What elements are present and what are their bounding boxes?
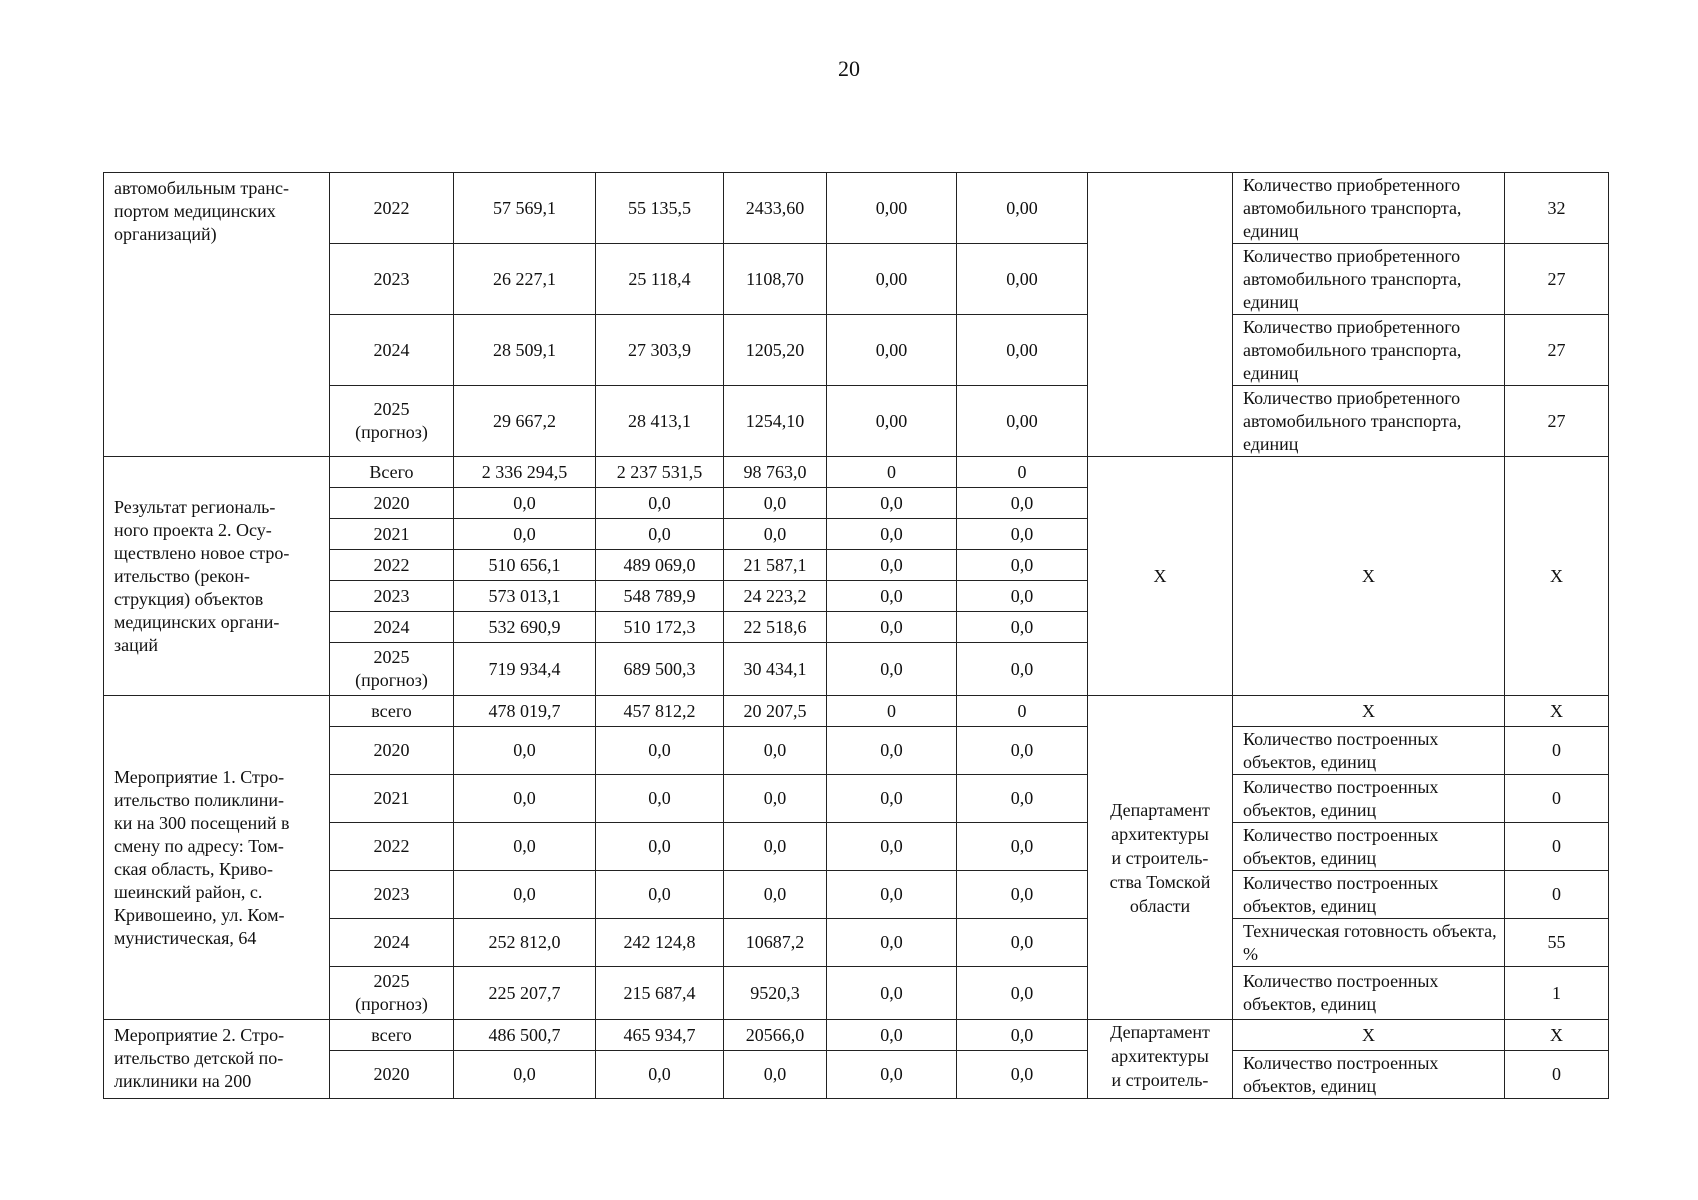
- year-label: 2022: [373, 197, 410, 218]
- indicator-cell: Х: [1233, 1020, 1505, 1051]
- indicator-cell: Х: [1233, 457, 1505, 696]
- funding-other-cell: 0,0: [957, 727, 1088, 775]
- funding-regional-cell: 20566,0: [724, 1020, 827, 1051]
- funding-federal-cell: 510 172,3: [596, 612, 724, 643]
- year-cell: [330, 519, 454, 550]
- table-row: [104, 457, 1609, 488]
- funding-other-cell: 0,0: [957, 967, 1088, 1020]
- indicator-value-cell: 0: [1505, 823, 1609, 871]
- text-line: ки на 300 посещений в: [114, 812, 290, 833]
- text-line: Результат региональ-: [114, 496, 276, 517]
- funding-local-cell: 0,0: [827, 643, 957, 696]
- text-line: Мероприятие 1. Стро-: [114, 766, 285, 787]
- year-cell: [330, 775, 454, 823]
- table-row: [104, 1051, 1609, 1099]
- indicator-value-cell: 55: [1505, 919, 1609, 967]
- funding-federal-cell: 0,0: [596, 871, 724, 919]
- funding-local-cell: 0,0: [827, 550, 957, 581]
- year-label: 2024: [373, 339, 410, 360]
- funding-total-cell: 2 336 294,5: [454, 457, 596, 488]
- text-line: шеинский район, с.: [114, 881, 263, 902]
- table-row: [104, 919, 1609, 967]
- table-row: [104, 775, 1609, 823]
- funding-local-cell: 0,00: [827, 315, 957, 386]
- text-line: Департамент: [1110, 799, 1210, 820]
- funding-other-cell: 0,0: [957, 871, 1088, 919]
- funding-federal-cell: 215 687,4: [596, 967, 724, 1020]
- table-row: [104, 386, 1609, 457]
- funding-local-cell: 0,0: [827, 1051, 957, 1099]
- year-cell: [330, 488, 454, 519]
- funding-total-cell: 0,0: [454, 775, 596, 823]
- indicator-cell: Количество приобретенного автомобильного транспорта, единиц: [1233, 244, 1505, 315]
- text-line: автомобильным транс-: [114, 178, 290, 198]
- funding-total-cell: 0,0: [454, 1051, 596, 1099]
- funding-local-cell: 0,0: [827, 871, 957, 919]
- funding-local-cell: 0: [827, 457, 957, 488]
- text-line: и строитель-: [1111, 1070, 1209, 1090]
- funding-total-cell: 29 667,2: [454, 386, 596, 457]
- year-cell: [330, 1051, 454, 1099]
- text-line: ства Томской: [1109, 871, 1211, 892]
- indicator-value-cell: 27: [1505, 315, 1609, 386]
- funding-federal-cell: 465 934,7: [596, 1020, 724, 1051]
- year-label: 2025: [373, 971, 410, 991]
- funding-other-cell: 0,0: [957, 1051, 1088, 1099]
- responsible-executor: [1088, 173, 1233, 457]
- indicator-cell: Количество построенных объектов, единиц: [1233, 823, 1505, 871]
- funding-local-cell: 0,0: [827, 581, 957, 612]
- year-note: (прогноз): [355, 670, 428, 690]
- table-row: [104, 1020, 1609, 1051]
- text-line: смену по адресу: Том-: [114, 835, 284, 856]
- funding-federal-cell: 0,0: [596, 775, 724, 823]
- year-label: всего: [371, 1024, 412, 1045]
- text-line: заций: [114, 634, 158, 655]
- funding-total-cell: 28 509,1: [454, 315, 596, 386]
- indicator-value-cell: 1: [1505, 967, 1609, 1020]
- indicator-value-cell: 0: [1505, 775, 1609, 823]
- year-label: 2023: [373, 268, 410, 289]
- funding-regional-cell: 30 434,1: [724, 643, 827, 696]
- funding-other-cell: 0,0: [957, 823, 1088, 871]
- indicator-cell: Количество приобретенного автомобильного транспорта, единиц: [1233, 315, 1505, 386]
- funding-other-cell: 0,0: [957, 612, 1088, 643]
- funding-other-cell: 0,00: [957, 244, 1088, 315]
- text-line: архитектуры: [1111, 823, 1209, 844]
- table-row: [104, 823, 1609, 871]
- funding-federal-cell: 0,0: [596, 488, 724, 519]
- indicator-cell: Х: [1233, 696, 1505, 727]
- year-cell: [330, 696, 454, 727]
- year-label: 2024: [373, 932, 410, 952]
- funding-other-cell: 0,0: [957, 488, 1088, 519]
- funding-federal-cell: 689 500,3: [596, 643, 724, 696]
- funding-total-cell: 225 207,7: [454, 967, 596, 1020]
- funding-other-cell: 0: [957, 696, 1088, 727]
- table-row: [104, 727, 1609, 775]
- year-cell: [330, 967, 454, 1020]
- funding-local-cell: 0,0: [827, 823, 957, 871]
- year-label: 2020: [373, 492, 410, 513]
- funding-federal-cell: 548 789,9: [596, 581, 724, 612]
- funding-total-cell: 0,0: [454, 488, 596, 519]
- funding-local-cell: 0,0: [827, 1020, 957, 1051]
- indicator-value-cell: Х: [1505, 457, 1609, 696]
- year-label: 2020: [373, 1064, 410, 1084]
- funding-federal-cell: 55 135,5: [596, 173, 724, 244]
- text-line: и строитель-: [1111, 847, 1209, 868]
- indicator-value-cell: 27: [1505, 386, 1609, 457]
- funding-local-cell: 0,0: [827, 612, 957, 643]
- text-line: медицинских органи-: [114, 611, 280, 632]
- table-row: [104, 696, 1609, 727]
- funding-federal-cell: 489 069,0: [596, 550, 724, 581]
- funding-local-cell: 0,0: [827, 488, 957, 519]
- funding-other-cell: 0,0: [957, 775, 1088, 823]
- year-label: 2023: [373, 585, 410, 606]
- indicator-cell: Количество построенных объектов, единиц: [1233, 727, 1505, 775]
- funding-regional-cell: 0,0: [724, 775, 827, 823]
- table-row: [104, 871, 1609, 919]
- year-label: Всего: [369, 461, 414, 482]
- funding-total-cell: 478 019,7: [454, 696, 596, 727]
- funding-total-cell: 719 934,4: [454, 643, 596, 696]
- year-cell: [330, 823, 454, 871]
- funding-regional-cell: 2433,60: [724, 173, 827, 244]
- funding-local-cell: 0,0: [827, 919, 957, 967]
- funding-local-cell: 0,0: [827, 967, 957, 1020]
- funding-other-cell: 0,0: [957, 581, 1088, 612]
- indicator-value-cell: 27: [1505, 244, 1609, 315]
- year-label: 2024: [373, 616, 410, 637]
- funding-total-cell: 486 500,7: [454, 1020, 596, 1051]
- funding-regional-cell: 0,0: [724, 871, 827, 919]
- indicator-value-cell: 0: [1505, 1051, 1609, 1099]
- text-line: ликлиники на 200: [114, 1071, 252, 1091]
- funding-other-cell: 0,0: [957, 643, 1088, 696]
- section-name: [104, 173, 330, 457]
- funding-other-cell: 0,00: [957, 173, 1088, 244]
- section-name: [104, 696, 330, 1020]
- indicator-cell: Количество построенных объектов, единиц: [1233, 871, 1505, 919]
- year-cell: [330, 727, 454, 775]
- text-line: ская область, Криво-: [114, 858, 273, 879]
- year-cell: [330, 612, 454, 643]
- year-cell: [330, 457, 454, 488]
- funding-regional-cell: 24 223,2: [724, 581, 827, 612]
- funding-regional-cell: 0,0: [724, 519, 827, 550]
- funding-regional-cell: 1108,70: [724, 244, 827, 315]
- indicator-cell: Количество приобретенного автомобильного транспорта, единиц: [1233, 173, 1505, 244]
- funding-regional-cell: 98 763,0: [724, 457, 827, 488]
- funding-total-cell: 0,0: [454, 823, 596, 871]
- year-label: 2021: [373, 788, 410, 808]
- text-line: ительство поликлини-: [114, 789, 285, 810]
- funding-regional-cell: 10687,2: [724, 919, 827, 967]
- text-line: ществлено новое стро-: [114, 542, 290, 563]
- year-cell: [330, 1020, 454, 1051]
- funding-total-cell: 0,0: [454, 871, 596, 919]
- table-row: [104, 967, 1609, 1020]
- indicator-cell: Количество построенных объектов, единиц: [1233, 775, 1505, 823]
- funding-regional-cell: 22 518,6: [724, 612, 827, 643]
- funding-federal-cell: 25 118,4: [596, 244, 724, 315]
- year-note: (прогноз): [355, 422, 428, 442]
- funding-regional-cell: 20 207,5: [724, 696, 827, 727]
- year-cell: [330, 871, 454, 919]
- funding-other-cell: 0,0: [957, 550, 1088, 581]
- funding-total-cell: 510 656,1: [454, 550, 596, 581]
- funding-local-cell: 0,00: [827, 386, 957, 457]
- year-label: 2025: [373, 399, 410, 419]
- funding-regional-cell: 1254,10: [724, 386, 827, 457]
- indicator-value-cell: 32: [1505, 173, 1609, 244]
- text-line: ительство детской по-: [114, 1048, 284, 1068]
- responsible-executor: [1088, 696, 1233, 1020]
- text-line: ительство (рекон-: [114, 565, 250, 586]
- section-name: [104, 457, 330, 696]
- funding-federal-cell: 0,0: [596, 823, 724, 871]
- indicator-cell: Количество построенных объектов, единиц: [1233, 1051, 1505, 1099]
- year-label: 2025: [373, 647, 410, 667]
- indicator-cell: Количество построенных объектов, единиц: [1233, 967, 1505, 1020]
- indicator-cell: Техническая готовность объекта, %: [1233, 919, 1505, 967]
- funding-other-cell: 0: [957, 457, 1088, 488]
- funding-total-cell: 573 013,1: [454, 581, 596, 612]
- funding-federal-cell: 28 413,1: [596, 386, 724, 457]
- text-line: Мероприятие 2. Стро-: [114, 1025, 285, 1045]
- table-row: [104, 244, 1609, 315]
- responsible-executor: Х: [1088, 457, 1233, 696]
- text-line: ного проекта 2. Осу-: [114, 519, 272, 540]
- funding-federal-cell: 2 237 531,5: [596, 457, 724, 488]
- table-row: [104, 173, 1609, 244]
- text-line: мунистическая, 64: [114, 927, 257, 948]
- funding-federal-cell: 0,0: [596, 1051, 724, 1099]
- funding-federal-cell: 457 812,2: [596, 696, 724, 727]
- funding-local-cell: 0,00: [827, 244, 957, 315]
- year-label: 2020: [373, 740, 410, 760]
- funding-regional-cell: 9520,3: [724, 967, 827, 1020]
- text-line: портом медицинских: [114, 201, 276, 221]
- table-row: [104, 315, 1609, 386]
- funding-other-cell: 0,0: [957, 919, 1088, 967]
- page-number: 20: [838, 56, 860, 81]
- funding-regional-cell: 1205,20: [724, 315, 827, 386]
- year-cell: [330, 315, 454, 386]
- funding-local-cell: 0,0: [827, 727, 957, 775]
- funding-local-cell: 0,0: [827, 775, 957, 823]
- year-cell: [330, 386, 454, 457]
- funding-total-cell: 0,0: [454, 519, 596, 550]
- funding-regional-cell: 21 587,1: [724, 550, 827, 581]
- funding-total-cell: 532 690,9: [454, 612, 596, 643]
- indicator-value-cell: Х: [1505, 1020, 1609, 1051]
- funding-total-cell: 26 227,1: [454, 244, 596, 315]
- indicator-value-cell: Х: [1505, 696, 1609, 727]
- year-label: 2021: [373, 523, 410, 544]
- year-cell: [330, 643, 454, 696]
- funding-federal-cell: 0,0: [596, 519, 724, 550]
- year-note: (прогноз): [355, 994, 428, 1014]
- funding-federal-cell: 242 124,8: [596, 919, 724, 967]
- text-line: архитектуры: [1111, 1046, 1209, 1066]
- indicator-value-cell: 0: [1505, 727, 1609, 775]
- funding-local-cell: 0,0: [827, 519, 957, 550]
- program-table: [103, 172, 1609, 1099]
- indicator-value-cell: 0: [1505, 871, 1609, 919]
- text-line: струкция) объектов: [114, 588, 264, 609]
- funding-other-cell: 0,0: [957, 1020, 1088, 1051]
- text-line: организаций): [114, 224, 217, 244]
- section-name: [104, 1020, 330, 1099]
- funding-total-cell: 0,0: [454, 727, 596, 775]
- year-cell: [330, 550, 454, 581]
- year-label: 2022: [373, 836, 410, 856]
- year-cell: [330, 919, 454, 967]
- funding-other-cell: 0,00: [957, 386, 1088, 457]
- funding-regional-cell: 0,0: [724, 1051, 827, 1099]
- text-line: Кривошеино, ул. Ком-: [114, 904, 285, 925]
- year-cell: [330, 581, 454, 612]
- funding-total-cell: 57 569,1: [454, 173, 596, 244]
- funding-federal-cell: 27 303,9: [596, 315, 724, 386]
- funding-federal-cell: 0,0: [596, 727, 724, 775]
- year-label: 2023: [373, 884, 410, 904]
- funding-local-cell: 0,00: [827, 173, 957, 244]
- funding-other-cell: 0,00: [957, 315, 1088, 386]
- year-cell: [330, 173, 454, 244]
- indicator-cell: Количество приобретенного автомобильного транспорта, единиц: [1233, 386, 1505, 457]
- funding-total-cell: 252 812,0: [454, 919, 596, 967]
- funding-regional-cell: 0,0: [724, 488, 827, 519]
- text-line: области: [1129, 895, 1191, 916]
- funding-regional-cell: 0,0: [724, 823, 827, 871]
- year-label: всего: [371, 700, 412, 721]
- responsible-executor: [1088, 1020, 1233, 1099]
- text-line: Департамент: [1110, 1022, 1210, 1042]
- funding-regional-cell: 0,0: [724, 727, 827, 775]
- funding-local-cell: 0: [827, 696, 957, 727]
- year-label: 2022: [373, 554, 410, 575]
- year-cell: [330, 244, 454, 315]
- funding-other-cell: 0,0: [957, 519, 1088, 550]
